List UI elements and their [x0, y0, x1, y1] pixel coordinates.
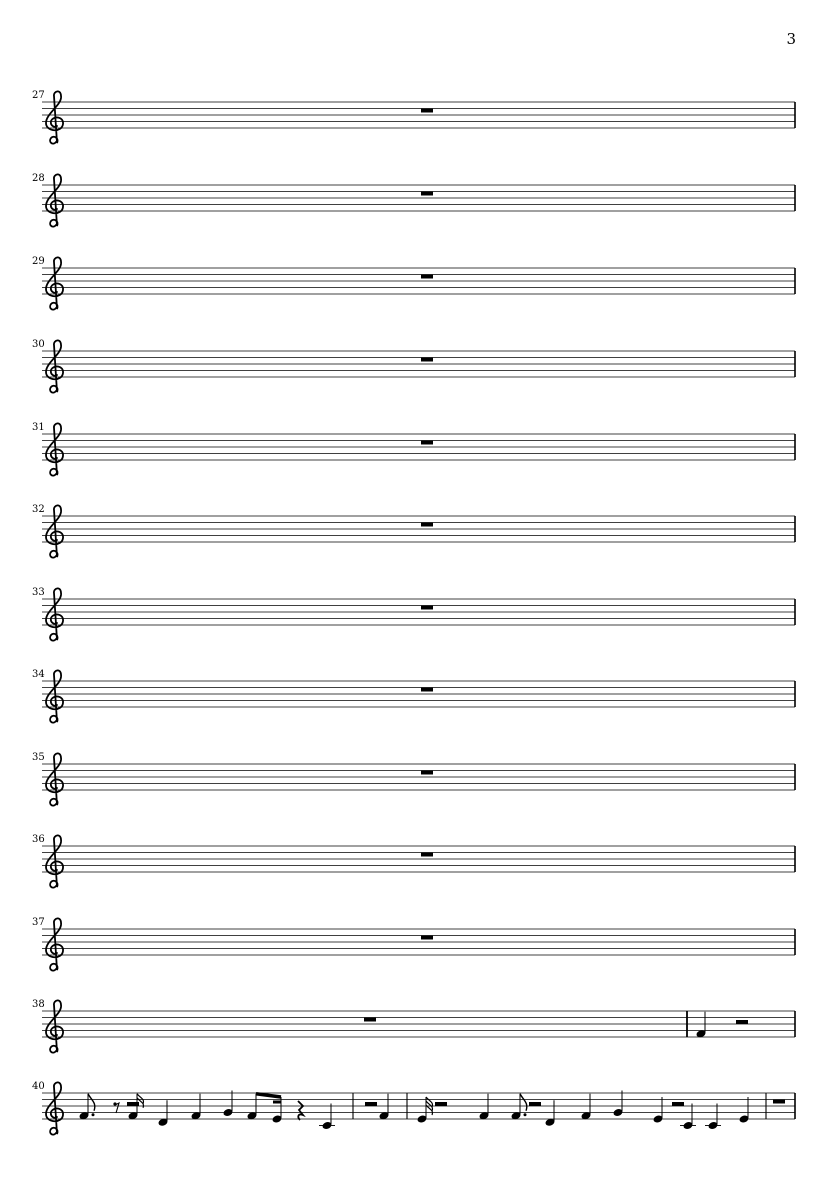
augmentation-dot [92, 1113, 95, 1116]
half-rest [672, 1102, 684, 1106]
quarter-rest [298, 1101, 303, 1120]
treble-clef-icon [46, 505, 63, 557]
system-38 [32, 999, 795, 1053]
whole-rest [421, 936, 433, 940]
whole-rest [421, 109, 433, 113]
whole-rest [421, 192, 433, 196]
measure-number: 37 [32, 917, 45, 928]
beam [256, 1094, 281, 1097]
system-36 [32, 834, 795, 888]
system-32 [32, 504, 795, 558]
whole-rest [421, 688, 433, 692]
half-rest [529, 1102, 541, 1106]
treble-clef-icon [46, 1082, 63, 1134]
system-34 [32, 669, 795, 723]
measure-number: 31 [32, 422, 45, 433]
half-rest [736, 1020, 748, 1024]
system-30 [32, 339, 795, 393]
measure-number: 29 [32, 256, 45, 267]
whole-rest [773, 1100, 785, 1104]
system-27 [32, 90, 795, 144]
whole-rest [421, 523, 433, 527]
treble-clef-icon [46, 257, 63, 309]
treble-clef-icon [46, 423, 63, 475]
treble-clef-icon [46, 753, 63, 805]
whole-rest [421, 606, 433, 610]
eighth-rest [115, 1103, 119, 1113]
whole-rest [421, 853, 433, 857]
whole-rest [421, 358, 433, 362]
half-rest [435, 1102, 447, 1106]
treble-clef-icon [46, 340, 63, 392]
measure-number: 34 [32, 669, 45, 680]
measure-number: 38 [32, 999, 45, 1010]
treble-clef-icon [46, 588, 63, 640]
system-29 [32, 256, 795, 310]
system-40 [32, 1081, 795, 1135]
system-31 [32, 422, 795, 476]
treble-clef-icon [46, 1000, 63, 1052]
treble-clef-icon [46, 174, 63, 226]
treble-clef-icon [46, 91, 63, 143]
measure-number: 35 [32, 752, 45, 763]
whole-rest [364, 1018, 376, 1022]
whole-rest [421, 441, 433, 445]
half-rest [365, 1102, 377, 1106]
measure-number: 32 [32, 504, 45, 515]
whole-rest [421, 275, 433, 279]
measure-number: 40 [32, 1081, 45, 1092]
system-28 [32, 173, 795, 227]
treble-clef-icon [46, 918, 63, 970]
page-number: 3 [786, 30, 796, 48]
augmentation-dot [524, 1113, 527, 1116]
treble-clef-icon [46, 670, 63, 722]
measure-number: 33 [32, 587, 45, 598]
system-35 [32, 752, 795, 806]
treble-clef-icon [46, 835, 63, 887]
measure-number: 27 [32, 90, 45, 101]
system-37 [32, 917, 795, 971]
measure-number: 28 [32, 173, 45, 184]
whole-rest [421, 771, 433, 775]
note-flag [520, 1094, 527, 1111]
note-flag [88, 1094, 95, 1111]
system-33 [32, 587, 795, 641]
measure-number: 36 [32, 834, 45, 845]
measure-number: 30 [32, 339, 45, 350]
